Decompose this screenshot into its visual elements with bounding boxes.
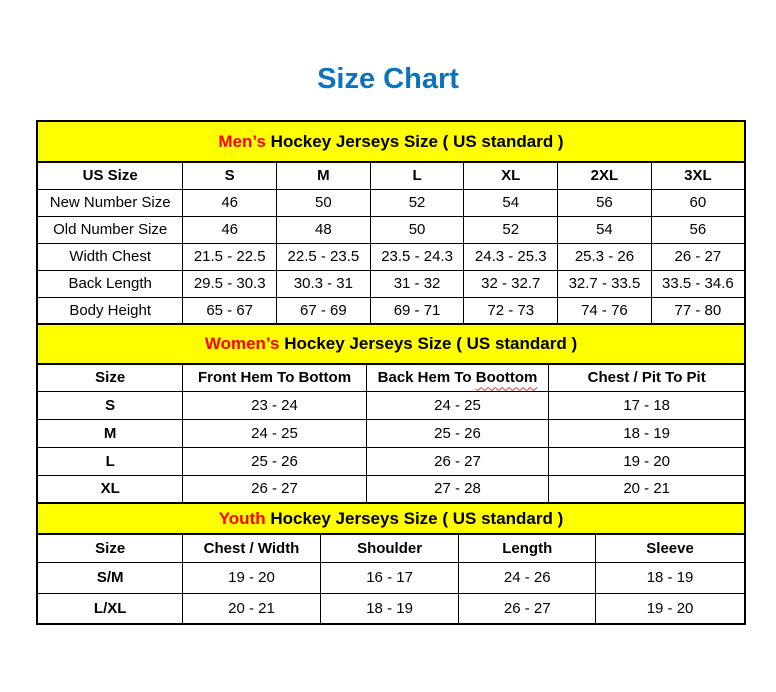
size-value: 31 - 32 [370,270,464,297]
mens-table-row [37,297,745,324]
size-value: 67 - 69 [277,297,371,324]
youth-column-header-row [37,534,745,562]
size-value: 33.5 - 34.6 [651,270,745,297]
column-header-size: Size [37,364,183,391]
size-value: 25.3 - 26 [558,243,652,270]
size-value: 24 - 26 [459,562,596,593]
size-value: 19 - 20 [549,447,745,475]
misspelled-word: Boottom [475,369,538,387]
size-value: 52 [370,189,464,216]
size-value: 56 [558,189,652,216]
column-header-us-size: US Size [37,162,183,189]
size-value: 24 - 25 [366,391,549,419]
size-value: 29.5 - 30.3 [183,270,277,297]
size-value: 24.3 - 25.3 [464,243,558,270]
size-value: 23.5 - 24.3 [370,243,464,270]
size-value: 56 [651,216,745,243]
row-label: L/XL [37,593,183,624]
womens-section-header [37,324,745,364]
womens-table-body [37,391,745,503]
column-header-xl: XL [464,162,558,189]
youth-section-header-rest: Hockey Jerseys Size ( US standard ) [265,508,564,528]
womens-table-row [37,419,745,447]
column-header-shoulder: Shoulder [320,534,459,562]
size-value: 27 - 28 [366,475,549,503]
size-value: 26 - 27 [651,243,745,270]
youth-table-body [37,562,745,624]
size-value: 32.7 - 33.5 [558,270,652,297]
row-label: New Number Size [37,189,183,216]
size-value: 19 - 20 [183,562,320,593]
size-value: 26 - 27 [183,475,366,503]
column-header-sleeve: Sleeve [596,534,745,562]
mens-column-header-row [37,162,745,189]
size-value: 32 - 32.7 [464,270,558,297]
size-value: 17 - 18 [549,391,745,419]
size-value: 50 [370,216,464,243]
row-label: Old Number Size [37,216,183,243]
row-label: L [37,447,183,475]
mens-section-header-rest: Hockey Jerseys Size ( US standard ) [265,131,564,151]
youth-size-table [36,502,746,625]
womens-column-header-row [37,364,745,391]
womens-size-table [36,323,746,504]
youth-section-header-accent: Youth [218,508,266,528]
mens-size-table [36,120,746,325]
size-value: 18 - 19 [549,419,745,447]
size-chart-container [36,120,746,625]
womens-section-header-rest: Hockey Jerseys Size ( US standard ) [279,334,578,353]
row-label: S [37,391,183,419]
mens-table-row [37,243,745,270]
size-value: 21.5 - 22.5 [183,243,277,270]
column-header-chest-pit-to-pit: Chest / Pit To Pit [549,364,745,391]
womens-table-row [37,391,745,419]
size-value: 48 [277,216,371,243]
column-header-3xl: 3XL [651,162,745,189]
size-value: 23 - 24 [183,391,366,419]
page-title: Size Chart [317,63,459,95]
row-label: S/M [37,562,183,593]
youth-table-row [37,593,745,624]
mens-table-row [37,216,745,243]
size-value: 54 [464,189,558,216]
size-value: 22.5 - 23.5 [277,243,371,270]
row-label: Body Height [37,297,183,324]
row-label: XL [37,475,183,503]
size-value: 18 - 19 [320,593,459,624]
row-label: M [37,419,183,447]
size-value: 25 - 26 [183,447,366,475]
column-header-2xl: 2XL [558,162,652,189]
row-label: Back Length [37,270,183,297]
mens-table-body [37,189,745,324]
size-value: 25 - 26 [366,419,549,447]
size-value: 54 [558,216,652,243]
youth-section-header-row [37,503,745,534]
row-label: Width Chest [37,243,183,270]
size-value: 26 - 27 [366,447,549,475]
column-header-s: S [183,162,277,189]
size-value: 18 - 19 [596,562,745,593]
size-value: 74 - 76 [558,297,652,324]
size-value: 77 - 80 [651,297,745,324]
size-value: 24 - 25 [183,419,366,447]
youth-section-header [37,503,745,534]
column-header-l: L [370,162,464,189]
size-value: 20 - 21 [549,475,745,503]
size-value: 52 [464,216,558,243]
column-header-front-hem-to-bottom: Front Hem To Bottom [183,364,366,391]
womens-section-header-accent: Women’s [204,334,280,353]
size-value: 26 - 27 [459,593,596,624]
mens-table-row [37,270,745,297]
column-header-length: Length [459,534,596,562]
column-header-chest-width: Chest / Width [183,534,320,562]
mens-section-header-row [37,121,745,162]
column-header-m: M [277,162,371,189]
size-value: 72 - 73 [464,297,558,324]
size-value: 65 - 67 [183,297,277,324]
size-value: 46 [183,189,277,216]
size-value: 16 - 17 [320,562,459,593]
size-value: 20 - 21 [183,593,320,624]
size-value: 50 [277,189,371,216]
womens-table-row [37,447,745,475]
size-value: 69 - 71 [370,297,464,324]
size-value: 60 [651,189,745,216]
size-value: 30.3 - 31 [277,270,371,297]
size-value: 19 - 20 [596,593,745,624]
size-value: 46 [183,216,277,243]
youth-table-row [37,562,745,593]
womens-section-header-row [37,324,745,364]
column-header-size: Size [37,534,183,562]
mens-section-header-accent: Men’s [218,131,266,151]
womens-table-row [37,475,745,503]
mens-section-header [37,121,745,162]
column-header-back-hem-to-boottom: Back Hem To Boottom [366,364,549,391]
mens-table-row [37,189,745,216]
